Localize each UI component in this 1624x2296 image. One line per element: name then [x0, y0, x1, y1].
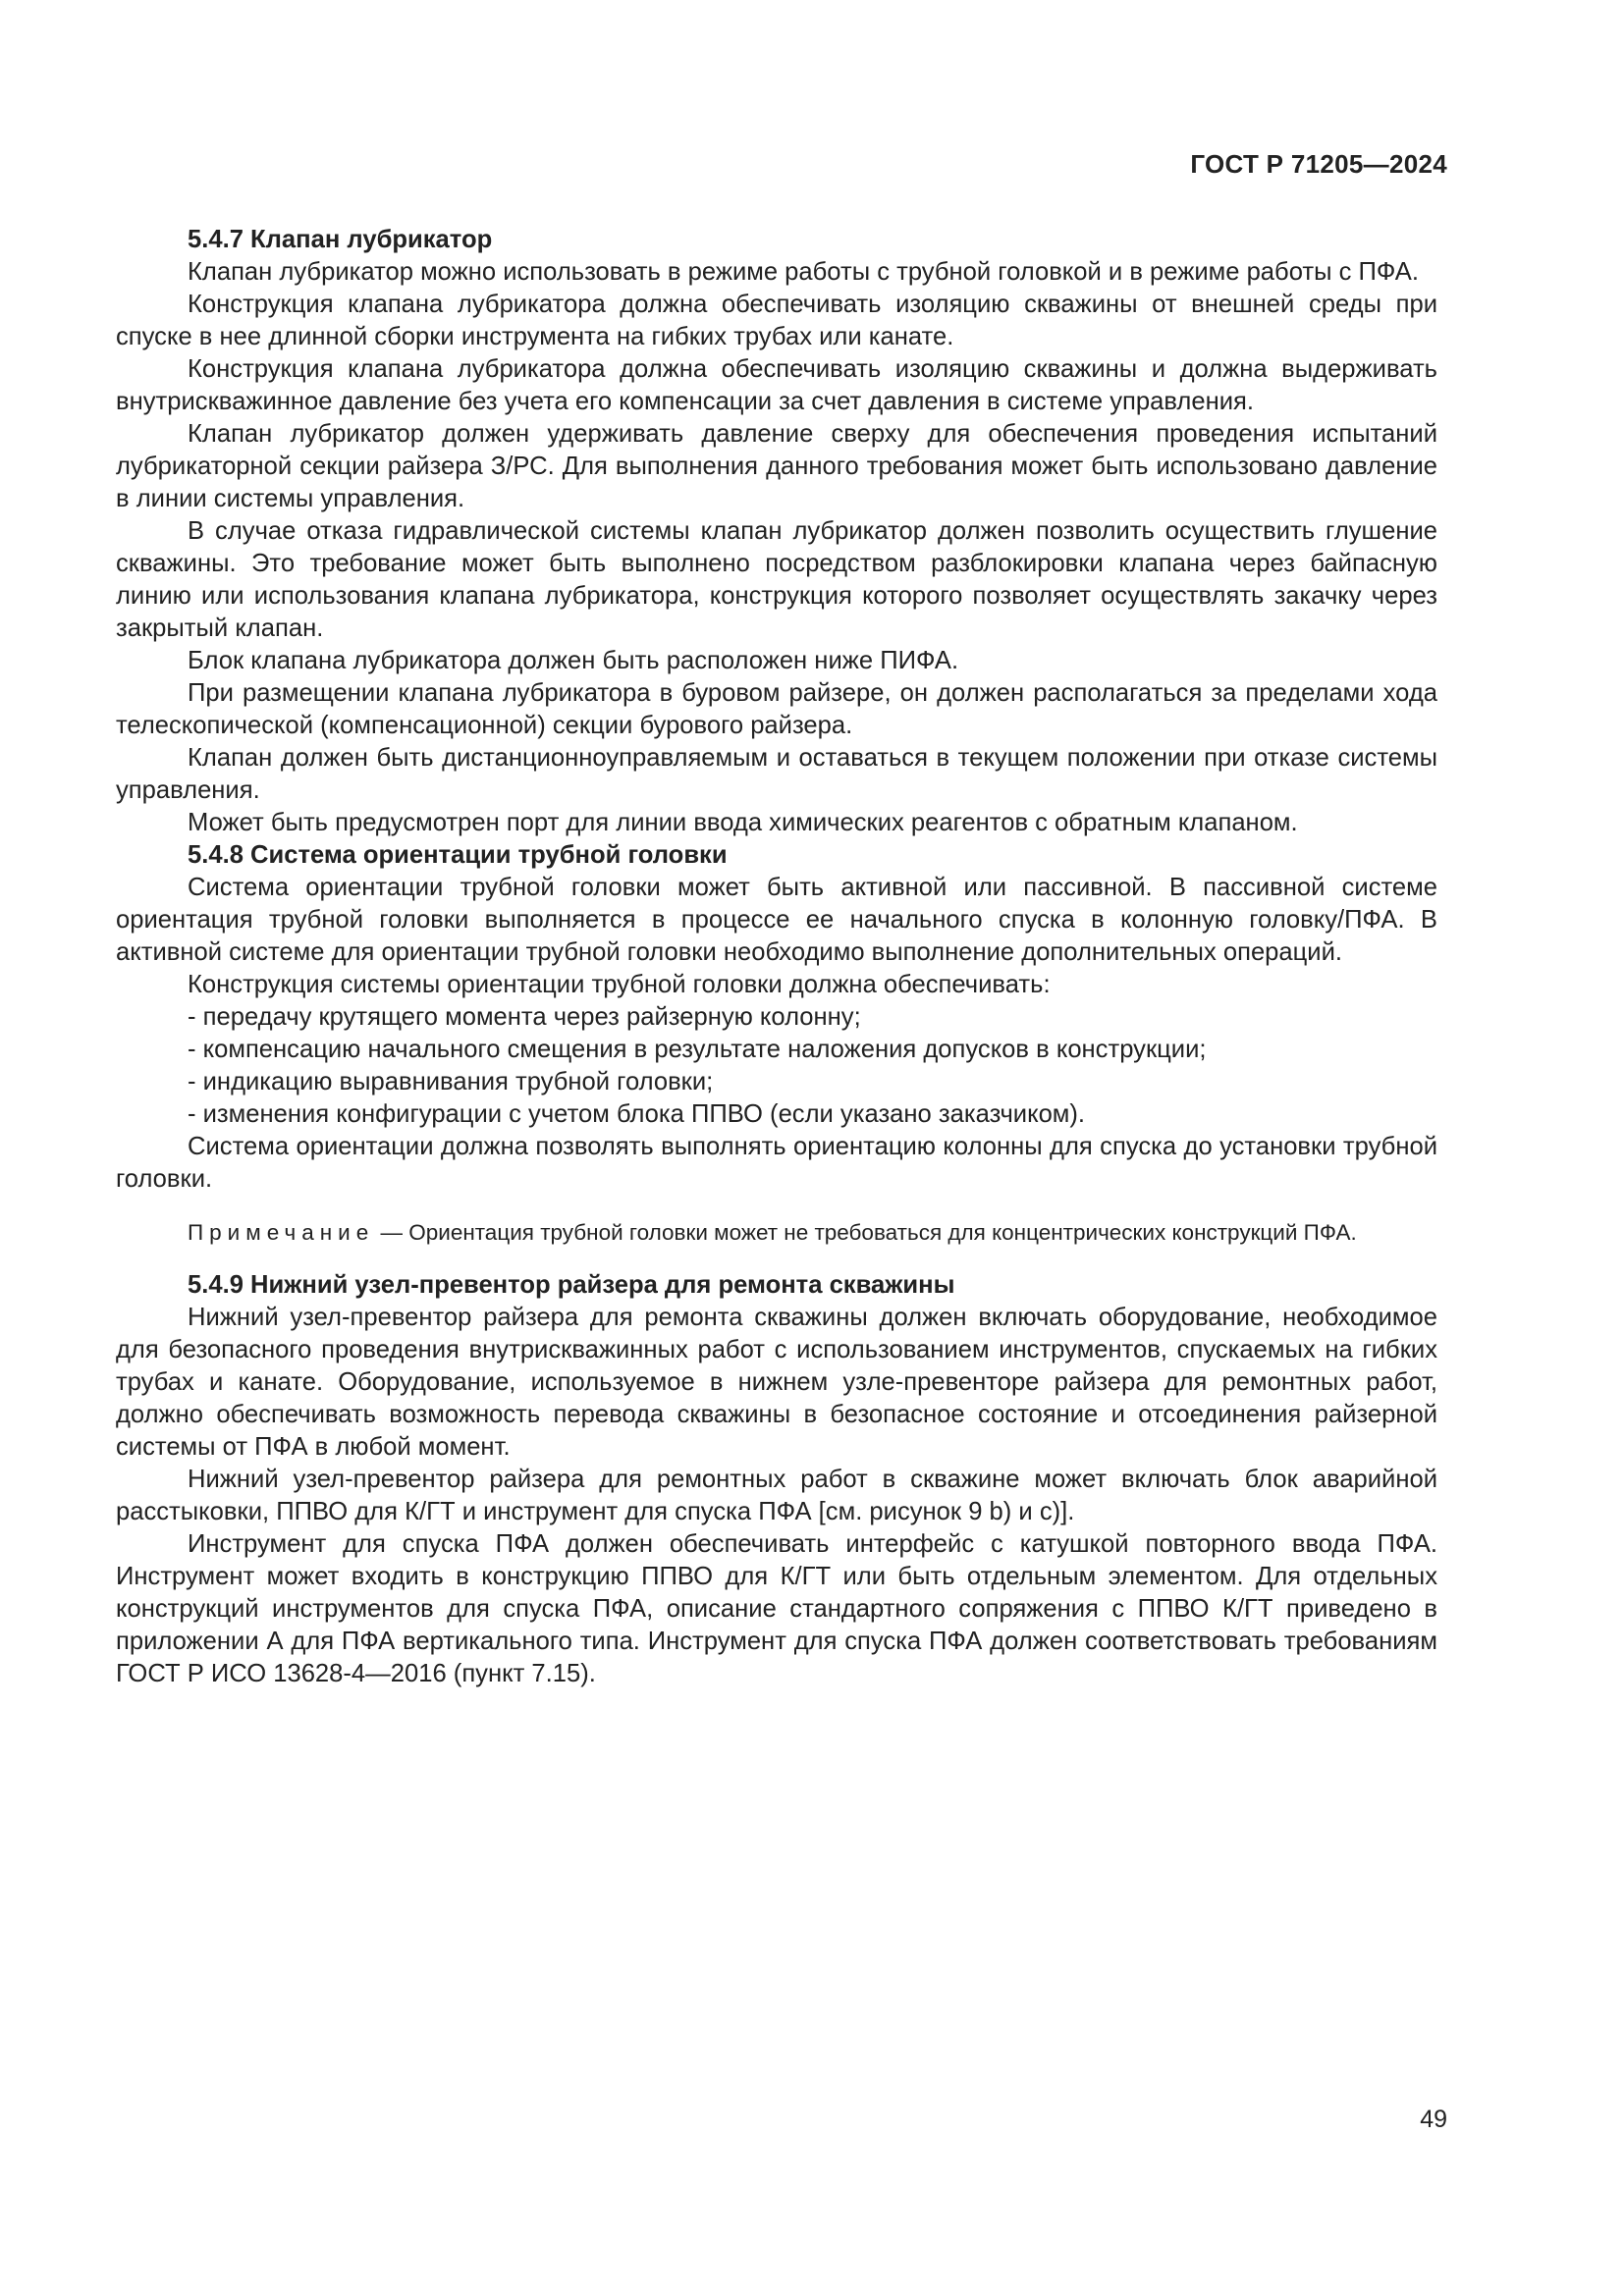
- paragraph: Клапан лубрикатор можно использовать в режиме работы с трубной головкой и в режиме работы с ПФА.: [188, 258, 1419, 286]
- paragraph: Может быть предусмотрен порт для линии ввода химических реагентов с обратным клапаном.: [188, 809, 1298, 836]
- paragraph: Система ориентации должна позволять выполнять ориентацию колонны для спуска до установки трубной головки.: [116, 1133, 1437, 1193]
- list-item: - компенсацию начального смещения в результате наложения допусков в конструкции;: [188, 1036, 1207, 1063]
- paragraph: Нижний узел-превентор райзера для ремонта скважины должен включать оборудование, необходимое для безопасного проведения внутрискважинных работ с использованием инструментов, спускаемых на гибких трубах и канате. Оборудование, используемое в нижнем узле-превенторе райзера для ремонтных работ, должно обеспечивать возможность перевода скважины в безопасное состояние и отсоединения райзерной системы от ПФА в любой момент.: [116, 1304, 1437, 1461]
- list-item: - изменения конфигурации с учетом блока ППВО (если указано заказчиком).: [188, 1100, 1086, 1128]
- section-heading-5-4-9: 5.4.9 Нижний узел-превентор райзера для ремонта скважины: [188, 1271, 955, 1299]
- paragraph: Клапан должен быть дистанционноуправляемым и оставаться в текущем положении при отказе системы управления.: [116, 744, 1437, 804]
- paragraph: Конструкция клапана лубрикатора должна обеспечивать изоляцию скважины и должна выдерживать внутрискважинное давление без учета его компенсации за счет давления в системе управления.: [116, 355, 1437, 415]
- section-heading-5-4-8: 5.4.8 Система ориентации трубной головки: [188, 841, 728, 869]
- paragraph: Клапан лубрикатор должен удерживать давление сверху для обеспечения проведения испытаний лубрикаторной секции райзера З/РС. Для выполнения данного требования может быть использовано давление в линии системы управления.: [116, 420, 1437, 512]
- paragraph: Система ориентации трубной головки может быть активной или пассивной. В пассивной системе ориентация трубной головки выполняется в процессе ее начального спуска в колонную головку/ПФА. В активной системе для ориентации трубной головки необходимо выполнение дополнительных операций.: [116, 874, 1437, 966]
- paragraph: Конструкция системы ориентации трубной головки должна обеспечивать:: [188, 971, 1051, 998]
- list-item: - индикацию выравнивания трубной головки;: [188, 1068, 714, 1095]
- paragraph: Конструкция клапана лубрикатора должна обеспечивать изоляцию скважины от внешней среды при спуске в нее длинной сборки инструмента на гибких трубах или канате.: [116, 291, 1437, 350]
- paragraph: В случае отказа гидравлической системы клапан лубрикатор должен позволить осуществить глушение скважины. Это требование может быть выполнено посредством разблокировки клапана через байпасную линию или использования клапана лубрикатора, конструкция которого позволяет осуществлять закачку через закрытый клапан.: [116, 517, 1437, 642]
- paragraph: Инструмент для спуска ПФА должен обеспечивать интерфейс с катушкой повторного ввода ПФА. Инструмент может входить в конструкцию ППВО для К/ГТ или быть отдельным элементом. Для отдельных конструкций инструментов для спуска ПФА, описание стандартного сопряжения с ППВО К/ГТ приведено в приложении А для ПФА вертикального типа. Инструмент для спуска ПФА должен соответствовать требованиям ГОСТ Р ИСО 13628-4—2016 (пункт 7.15).: [116, 1530, 1437, 1687]
- paragraph: Блок клапана лубрикатора должен быть расположен ниже ПИФА.: [188, 647, 959, 674]
- document-code-header: ГОСТ Р 71205—2024: [1190, 149, 1447, 179]
- section-heading-5-4-7: 5.4.7 Клапан лубрикатор: [188, 226, 493, 253]
- paragraph: Нижний узел-превентор райзера для ремонтных работ в скважине может включать блок аварийной расстыковки, ППВО для К/ГТ и инструмент для спуска ПФА [см. рисунок 9 b) и c)].: [116, 1466, 1437, 1525]
- page-number: 49: [1420, 2106, 1447, 2133]
- note-text: — Ориентация трубной головки может не требоваться для концентрических конструкций ПФА.: [374, 1220, 1357, 1245]
- document-body: [116, 224, 1437, 1690]
- list-item: - передачу крутящего момента через райзерную колонну;: [188, 1003, 861, 1031]
- paragraph: При размещении клапана лубрикатора в буровом райзере, он должен располагаться за пределами хода телескопической (компенсационной) секции бурового райзера.: [116, 679, 1437, 739]
- note-label: Примечание: [188, 1220, 375, 1245]
- note: [116, 1217, 1437, 1248]
